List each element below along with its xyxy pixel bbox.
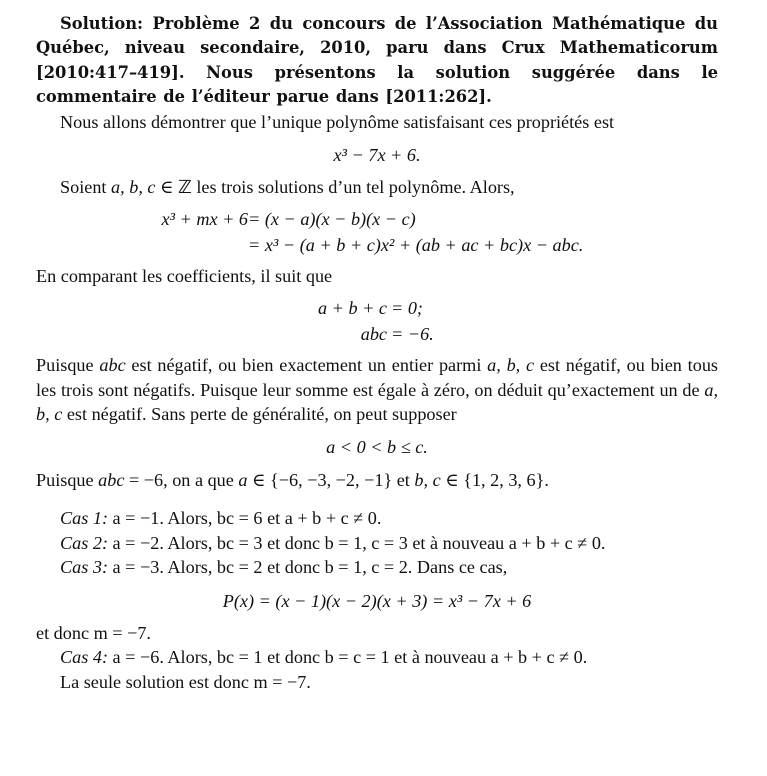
roots-paragraph (36, 175, 718, 200)
math-run: abc (99, 355, 126, 376)
case-3 (36, 555, 718, 579)
text-run: est négatif, ou bien exactement un entier parmi (125, 355, 488, 376)
text-run: les trois solutions d’un tel polynôme. Alors, (191, 177, 515, 198)
case-label: Cas 4: (60, 647, 108, 668)
equation-lhs: a + b + c (318, 298, 387, 319)
math-run: a (238, 469, 248, 490)
m-value-line: et donc m = −7. (36, 622, 151, 643)
case-2 (36, 531, 718, 555)
case-text: a = −3. Alors, bc = 2 et donc b = 1, c = 2. Dans ce cas, (108, 557, 508, 578)
divisors-paragraph (36, 468, 718, 492)
case-1 (36, 506, 718, 530)
equation-lhs: abc (360, 324, 387, 345)
case-label: Cas 3: (60, 557, 108, 578)
spacer (36, 492, 718, 506)
integers-symbol: ℤ (178, 177, 192, 199)
text-run: est négatif, ou bien tous les trois sont négatifs. Puisque leur somme est égale à zéro, on déduit qu’exactement un de (36, 355, 718, 400)
text-run: ∈ {−6, −3, −2, −1} et (247, 469, 415, 490)
math-run: b, c (414, 469, 441, 490)
case-label: Cas 2: (60, 532, 108, 553)
case-label: Cas 1: (60, 508, 108, 529)
display-equation-ordering: a < 0 < b ≤ c. (326, 437, 428, 458)
equation-rhs: = −6. (391, 324, 434, 345)
conclusion: La seule solution est donc m = −7. (60, 671, 311, 692)
text-run: Puisque (36, 469, 99, 490)
case-text: a = −6. Alors, bc = 1 et donc b = c = 1 et à nouveau a + b + c ≠ 0. (108, 647, 588, 668)
text-run: Puisque (36, 355, 100, 376)
coefficients-paragraph: En comparant les coefficients, il suit que (36, 265, 333, 286)
solution-document (36, 12, 718, 694)
math-run: a, b, c ∈ (111, 177, 179, 198)
case-text: a = −1. Alors, bc = 6 et a + b + c ≠ 0. (108, 508, 382, 529)
sign-argument-paragraph (36, 353, 718, 426)
case-4 (36, 645, 718, 669)
equation-rhs: = 0; (391, 298, 423, 319)
equation-rhs: = x³ − (a + b + c)x² + (ab + ac + bc)x − abc. (248, 234, 584, 255)
text-run: Soient (60, 177, 112, 198)
aligned-equation-expansion (36, 207, 718, 258)
equation-lhs: x³ + mx + 6 (161, 208, 248, 229)
math-run: abc (98, 469, 125, 490)
equation-rhs: = (x − a)(x − b)(x − c) (248, 208, 416, 229)
claim-paragraph: Nous allons démontrer que l’unique polynôme satisfaisant ces propriétés est (60, 111, 615, 132)
case-text: a = −2. Alors, bc = 3 et donc b = 1, c = 3 et à nouveau a + b + c ≠ 0. (108, 532, 606, 553)
display-equation-factorization: P(x) = (x − 1)(x − 2)(x + 3) = x³ − 7x + 6 (222, 590, 532, 611)
text-run: ∈ {1, 2, 3, 6}. (440, 469, 549, 490)
text-run: = −6, on a que (124, 469, 239, 490)
math-run: a, b, c (487, 355, 535, 376)
text-run: est négatif. Sans perte de généralité, on peut supposer (62, 404, 457, 425)
display-equation-polynomial: x³ − 7x + 6. (333, 145, 421, 166)
intro-paragraph: Solution: Problème 2 du concours de l’Association Mathématique du Québec, niveau secondaire, 2010, paru dans Crux Mathematicorum [2010:417–419]. Nous présentons la solution suggérée dans le commentaire de l’éditeur parue dans [2011:262]. (36, 14, 718, 107)
math-run: a, b, c (36, 379, 718, 425)
aligned-equation-coefficients (36, 296, 718, 347)
